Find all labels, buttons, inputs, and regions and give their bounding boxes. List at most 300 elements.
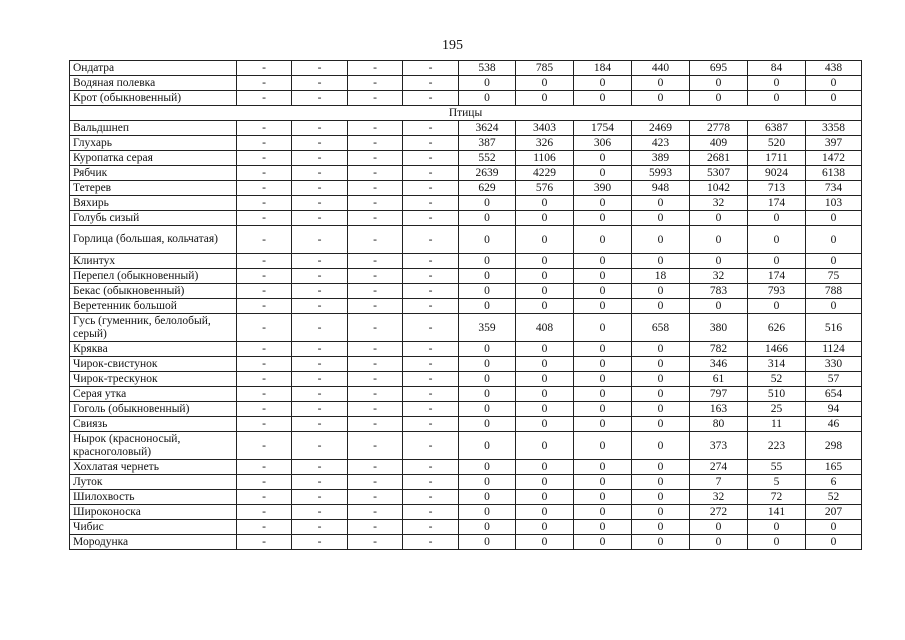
table-cell: 5 xyxy=(748,475,806,490)
table-cell: - xyxy=(237,121,292,136)
table-cell: 785 xyxy=(516,61,574,76)
table-cell: 0 xyxy=(516,269,574,284)
table-cell: - xyxy=(292,475,348,490)
table-cell: - xyxy=(237,151,292,166)
table-row xyxy=(70,226,862,254)
table-cell: - xyxy=(237,181,292,196)
table-cell: - xyxy=(403,314,459,342)
table-cell: - xyxy=(348,269,403,284)
table-cell: 207 xyxy=(806,505,862,520)
table-cell: 0 xyxy=(574,314,632,342)
table-cell: - xyxy=(403,284,459,299)
table-cell: - xyxy=(403,121,459,136)
species-name: Крот (обыкновенный) xyxy=(70,91,237,106)
table-cell: 3624 xyxy=(459,121,516,136)
table-cell: - xyxy=(237,254,292,269)
table-cell: - xyxy=(237,314,292,342)
species-name: Тетерев xyxy=(70,181,237,196)
table-cell: - xyxy=(403,196,459,211)
table-cell: - xyxy=(348,314,403,342)
table-cell: 0 xyxy=(574,166,632,181)
table-cell: - xyxy=(403,460,459,475)
table-row xyxy=(70,61,862,76)
table-cell: 4229 xyxy=(516,166,574,181)
table-cell: - xyxy=(237,505,292,520)
table-cell: 32 xyxy=(690,196,748,211)
table-cell: 0 xyxy=(459,417,516,432)
species-name: Хохлатая чернеть xyxy=(70,460,237,475)
table-cell: - xyxy=(403,181,459,196)
table-cell: 0 xyxy=(748,91,806,106)
table-cell: 0 xyxy=(690,254,748,269)
table-cell: - xyxy=(292,181,348,196)
species-name: Веретенник большой xyxy=(70,299,237,314)
species-name: Гусь (гуменник, белолобый, серый) xyxy=(70,314,237,342)
table-cell: 0 xyxy=(690,211,748,226)
table-row xyxy=(70,196,862,211)
table-cell: - xyxy=(348,535,403,550)
table-cell: - xyxy=(292,432,348,460)
table-cell: 520 xyxy=(748,136,806,151)
table-cell: 0 xyxy=(459,387,516,402)
table-cell: 46 xyxy=(806,417,862,432)
table-cell: - xyxy=(292,387,348,402)
table-cell: 0 xyxy=(574,196,632,211)
table-cell: 52 xyxy=(748,372,806,387)
table-cell: 272 xyxy=(690,505,748,520)
table-cell: 0 xyxy=(806,520,862,535)
table-cell: 0 xyxy=(632,299,690,314)
table-cell: 9024 xyxy=(748,166,806,181)
table-cell: 1472 xyxy=(806,151,862,166)
table-cell: - xyxy=(237,357,292,372)
table-row xyxy=(70,432,862,460)
species-name: Шилохвость xyxy=(70,490,237,505)
table-cell: 0 xyxy=(574,151,632,166)
table-cell: - xyxy=(403,254,459,269)
table-cell: - xyxy=(403,417,459,432)
table-cell: - xyxy=(237,432,292,460)
table-cell: 408 xyxy=(516,314,574,342)
table-cell: - xyxy=(403,211,459,226)
table-cell: 0 xyxy=(459,226,516,254)
table-cell: - xyxy=(237,475,292,490)
table-cell: 793 xyxy=(748,284,806,299)
table-cell: 0 xyxy=(574,76,632,91)
table-cell: 94 xyxy=(806,402,862,417)
table-cell: 0 xyxy=(632,91,690,106)
table-cell: 538 xyxy=(459,61,516,76)
table-cell: - xyxy=(237,417,292,432)
table-cell: 359 xyxy=(459,314,516,342)
table-cell: - xyxy=(292,342,348,357)
table-cell: - xyxy=(237,460,292,475)
table-cell: - xyxy=(403,136,459,151)
species-name: Рябчик xyxy=(70,166,237,181)
table-cell: - xyxy=(403,299,459,314)
table-cell: 0 xyxy=(632,76,690,91)
table-row xyxy=(70,284,862,299)
table-cell: 0 xyxy=(459,196,516,211)
table-row xyxy=(70,460,862,475)
table-cell: 0 xyxy=(516,226,574,254)
table-cell: - xyxy=(237,284,292,299)
species-name: Перепел (обыкновенный) xyxy=(70,269,237,284)
table-cell: 0 xyxy=(632,535,690,550)
table-cell: 7 xyxy=(690,475,748,490)
table-cell: - xyxy=(292,226,348,254)
table-cell: 0 xyxy=(516,211,574,226)
table-row xyxy=(70,136,862,151)
table-cell: 797 xyxy=(690,387,748,402)
table-cell: 0 xyxy=(574,372,632,387)
table-cell: - xyxy=(348,460,403,475)
table-cell: - xyxy=(348,196,403,211)
table-cell: 0 xyxy=(574,226,632,254)
table-cell: 409 xyxy=(690,136,748,151)
table-cell: - xyxy=(348,121,403,136)
table-cell: 1042 xyxy=(690,181,748,196)
table-row xyxy=(70,490,862,505)
table-cell: 6138 xyxy=(806,166,862,181)
table-cell: - xyxy=(403,475,459,490)
table-cell: 387 xyxy=(459,136,516,151)
table-cell: 695 xyxy=(690,61,748,76)
table-cell: 3403 xyxy=(516,121,574,136)
table-cell: 72 xyxy=(748,490,806,505)
table-cell: 438 xyxy=(806,61,862,76)
table-cell: 32 xyxy=(690,269,748,284)
species-name: Куропатка серая xyxy=(70,151,237,166)
table-cell: 2778 xyxy=(690,121,748,136)
table-cell: - xyxy=(348,490,403,505)
table-cell: 0 xyxy=(748,76,806,91)
table-cell: 11 xyxy=(748,417,806,432)
table-cell: 330 xyxy=(806,357,862,372)
table-cell: 0 xyxy=(516,520,574,535)
table-cell: 0 xyxy=(574,284,632,299)
table-cell: - xyxy=(237,387,292,402)
table-cell: 0 xyxy=(459,432,516,460)
table-cell: - xyxy=(403,342,459,357)
table-cell: - xyxy=(292,460,348,475)
table-cell: 0 xyxy=(806,76,862,91)
page-number: 195 xyxy=(442,38,463,53)
table-cell: 0 xyxy=(574,211,632,226)
table-cell: 0 xyxy=(459,76,516,91)
table-cell: 25 xyxy=(748,402,806,417)
table-cell: - xyxy=(403,61,459,76)
table-row xyxy=(70,121,862,136)
table-row xyxy=(70,181,862,196)
table-cell: - xyxy=(237,196,292,211)
table-cell: 163 xyxy=(690,402,748,417)
table-cell: - xyxy=(237,226,292,254)
table-row xyxy=(70,299,862,314)
table-cell: 0 xyxy=(516,91,574,106)
table-cell: 0 xyxy=(516,196,574,211)
table-cell: - xyxy=(403,166,459,181)
table-cell: 0 xyxy=(574,299,632,314)
table-cell: 174 xyxy=(748,196,806,211)
table-cell: 0 xyxy=(632,475,690,490)
table-cell: 510 xyxy=(748,387,806,402)
table-cell: 658 xyxy=(632,314,690,342)
table-cell: 0 xyxy=(690,91,748,106)
table-cell: 0 xyxy=(459,490,516,505)
species-name: Чирок-свистунок xyxy=(70,357,237,372)
species-name: Свиязь xyxy=(70,417,237,432)
species-name: Нырок (красноносый, красноголовый) xyxy=(70,432,237,460)
table-cell: - xyxy=(403,269,459,284)
table-cell: 18 xyxy=(632,269,690,284)
table-cell: - xyxy=(348,372,403,387)
table-cell: - xyxy=(403,387,459,402)
table-cell: - xyxy=(348,475,403,490)
table-cell: 0 xyxy=(574,460,632,475)
table-row xyxy=(70,475,862,490)
table-cell: 141 xyxy=(748,505,806,520)
table-cell: 5993 xyxy=(632,166,690,181)
table-row xyxy=(70,417,862,432)
table-cell: 629 xyxy=(459,181,516,196)
species-name: Чибис xyxy=(70,520,237,535)
table-cell: 0 xyxy=(516,357,574,372)
table-cell: - xyxy=(403,535,459,550)
table-cell: 552 xyxy=(459,151,516,166)
table-row xyxy=(70,76,862,91)
table-cell: 0 xyxy=(459,520,516,535)
table-cell: 0 xyxy=(748,226,806,254)
table-cell: - xyxy=(348,284,403,299)
table-cell: 0 xyxy=(516,490,574,505)
table-cell: 440 xyxy=(632,61,690,76)
table-cell: 298 xyxy=(806,432,862,460)
table-cell: - xyxy=(348,226,403,254)
table-cell: 0 xyxy=(459,535,516,550)
table-cell: 734 xyxy=(806,181,862,196)
table-cell: - xyxy=(292,254,348,269)
table-cell: 0 xyxy=(516,299,574,314)
table-cell: 1711 xyxy=(748,151,806,166)
table-cell: - xyxy=(348,61,403,76)
data-table xyxy=(69,60,862,550)
table-cell: - xyxy=(403,402,459,417)
table-row xyxy=(70,151,862,166)
table-cell: 0 xyxy=(632,432,690,460)
table-cell: - xyxy=(237,520,292,535)
table-cell: - xyxy=(348,432,403,460)
table-cell: 0 xyxy=(459,284,516,299)
table-cell: 0 xyxy=(516,387,574,402)
table-cell: - xyxy=(292,61,348,76)
table-cell: 0 xyxy=(690,76,748,91)
table-cell: 0 xyxy=(574,417,632,432)
table-cell: 0 xyxy=(748,520,806,535)
table-cell: 0 xyxy=(574,490,632,505)
table-cell: 103 xyxy=(806,196,862,211)
table-cell: 165 xyxy=(806,460,862,475)
table-cell: 0 xyxy=(459,372,516,387)
table-cell: - xyxy=(348,254,403,269)
table-cell: - xyxy=(403,432,459,460)
table-cell: - xyxy=(348,211,403,226)
table-cell: 516 xyxy=(806,314,862,342)
table-cell: - xyxy=(237,490,292,505)
table-cell: 0 xyxy=(748,211,806,226)
table-cell: 306 xyxy=(574,136,632,151)
table-cell: 0 xyxy=(459,475,516,490)
species-name: Гоголь (обыкновенный) xyxy=(70,402,237,417)
species-name: Широконоска xyxy=(70,505,237,520)
table-cell: - xyxy=(348,505,403,520)
section-row xyxy=(70,106,862,121)
table-cell: 0 xyxy=(574,254,632,269)
species-name: Вяхирь xyxy=(70,196,237,211)
table-cell: - xyxy=(292,91,348,106)
table-cell: 0 xyxy=(516,460,574,475)
table-cell: 0 xyxy=(690,299,748,314)
table-cell: 6387 xyxy=(748,121,806,136)
table-cell: - xyxy=(237,269,292,284)
table-cell: - xyxy=(348,387,403,402)
table-cell: 346 xyxy=(690,357,748,372)
table-cell: - xyxy=(237,535,292,550)
table-cell: 0 xyxy=(632,460,690,475)
table-cell: 0 xyxy=(516,254,574,269)
table-cell: 0 xyxy=(516,475,574,490)
table-cell: - xyxy=(292,372,348,387)
table-cell: - xyxy=(403,91,459,106)
table-cell: 0 xyxy=(806,91,862,106)
table-cell: - xyxy=(292,417,348,432)
table-cell: 0 xyxy=(459,357,516,372)
table-cell: 948 xyxy=(632,181,690,196)
table-cell: - xyxy=(292,402,348,417)
table-cell: 0 xyxy=(459,460,516,475)
table-row xyxy=(70,372,862,387)
table-cell: - xyxy=(403,372,459,387)
table-row xyxy=(70,342,862,357)
table-cell: - xyxy=(292,284,348,299)
table-cell: 0 xyxy=(806,226,862,254)
table-cell: - xyxy=(237,342,292,357)
table-cell: - xyxy=(237,76,292,91)
table-cell: 0 xyxy=(459,505,516,520)
table-cell: 788 xyxy=(806,284,862,299)
table-row xyxy=(70,254,862,269)
table-cell: - xyxy=(403,226,459,254)
table-row xyxy=(70,166,862,181)
table-cell: 0 xyxy=(574,432,632,460)
table-cell: - xyxy=(348,402,403,417)
table-cell: 0 xyxy=(459,402,516,417)
table-cell: 3358 xyxy=(806,121,862,136)
table-cell: - xyxy=(348,299,403,314)
table-cell: 0 xyxy=(632,505,690,520)
table-cell: - xyxy=(348,151,403,166)
table-cell: - xyxy=(348,181,403,196)
species-name: Кряква xyxy=(70,342,237,357)
table-cell: 223 xyxy=(748,432,806,460)
table-cell: 0 xyxy=(632,387,690,402)
species-name: Водяная полевка xyxy=(70,76,237,91)
table-cell: 80 xyxy=(690,417,748,432)
species-name: Мородунка xyxy=(70,535,237,550)
table-cell: 1754 xyxy=(574,121,632,136)
table-cell: 380 xyxy=(690,314,748,342)
table-cell: 0 xyxy=(516,505,574,520)
table-cell: 0 xyxy=(632,372,690,387)
table-cell: 0 xyxy=(748,535,806,550)
table-cell: 0 xyxy=(632,211,690,226)
table-cell: - xyxy=(348,357,403,372)
table-cell: 326 xyxy=(516,136,574,151)
table-cell: 0 xyxy=(632,520,690,535)
table-cell: 0 xyxy=(516,372,574,387)
species-name: Луток xyxy=(70,475,237,490)
table-cell: - xyxy=(237,136,292,151)
table-cell: 184 xyxy=(574,61,632,76)
table-cell: 0 xyxy=(574,387,632,402)
table-cell: 782 xyxy=(690,342,748,357)
table-cell: 57 xyxy=(806,372,862,387)
table-cell: - xyxy=(403,357,459,372)
table-row xyxy=(70,387,862,402)
table-cell: - xyxy=(237,299,292,314)
table-cell: 61 xyxy=(690,372,748,387)
table-cell: - xyxy=(292,299,348,314)
table-cell: 0 xyxy=(516,342,574,357)
table-cell: 576 xyxy=(516,181,574,196)
table-cell: - xyxy=(348,136,403,151)
table-cell: 0 xyxy=(459,269,516,284)
table-cell: 0 xyxy=(459,254,516,269)
table-cell: 75 xyxy=(806,269,862,284)
table-cell: 390 xyxy=(574,181,632,196)
species-name: Клинтух xyxy=(70,254,237,269)
table-cell: 0 xyxy=(516,432,574,460)
table-cell: - xyxy=(348,76,403,91)
table-cell: 0 xyxy=(632,357,690,372)
table-cell: 0 xyxy=(632,284,690,299)
table-cell: 2469 xyxy=(632,121,690,136)
table-cell: 0 xyxy=(632,342,690,357)
table-cell: 0 xyxy=(516,417,574,432)
table-row xyxy=(70,535,862,550)
table-cell: 174 xyxy=(748,269,806,284)
table-cell: - xyxy=(403,505,459,520)
table-cell: 0 xyxy=(459,91,516,106)
table-cell: - xyxy=(292,314,348,342)
table-cell: 55 xyxy=(748,460,806,475)
table-cell: - xyxy=(403,520,459,535)
table-row xyxy=(70,211,862,226)
table-cell: 274 xyxy=(690,460,748,475)
table-cell: 0 xyxy=(574,91,632,106)
table-cell: - xyxy=(237,402,292,417)
table-cell: 6 xyxy=(806,475,862,490)
table-cell: 32 xyxy=(690,490,748,505)
table-cell: 0 xyxy=(806,535,862,550)
species-name: Серая утка xyxy=(70,387,237,402)
table-cell: - xyxy=(292,520,348,535)
table-cell: - xyxy=(292,76,348,91)
table-cell: 2639 xyxy=(459,166,516,181)
table-cell: 84 xyxy=(748,61,806,76)
table-cell: - xyxy=(292,166,348,181)
table-cell: - xyxy=(292,505,348,520)
